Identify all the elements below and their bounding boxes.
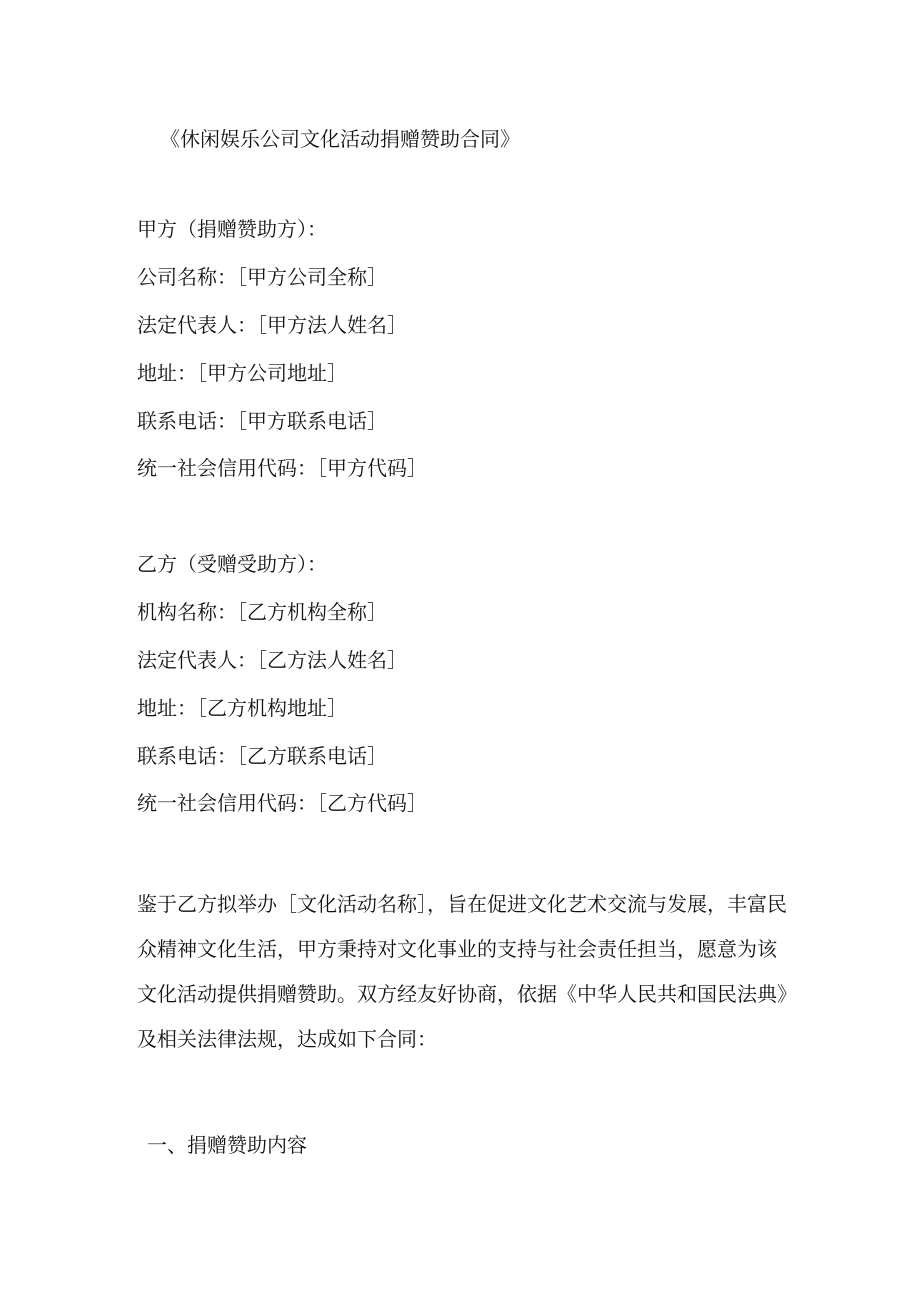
party-b-org-name: 机构名称：［乙方机构全称］ [137,600,387,624]
preamble-paragraph: 鉴于乙方拟举办［文化活动名称］，旨在促进文化艺术交流与发展，丰富民众精神文化生活，甲方秉持对文化事业的支持与社会责任担当，愿意为该文化活动提供捐赠赞助。双方经友好协商，依据《中华人民共和国民法典》及相关法律法规，达成如下合同： [137,892,787,1051]
document-title: 《休闲娱乐公司文化活动捐赠赞助合同》 [160,127,520,151]
party-a-heading: 甲方（捐赠赞助方）： [137,217,327,241]
party-a-phone: 联系电话：［甲方联系电话］ [137,409,387,433]
party-b-credit-code: 统一社会信用代码：［乙方代码］ [137,791,427,815]
party-a-legal-rep: 法定代表人：［甲方法人姓名］ [137,313,407,337]
party-b-legal-rep: 法定代表人：［乙方法人姓名］ [137,648,407,672]
party-a-credit-code: 统一社会信用代码：［甲方代码］ [137,456,427,480]
party-b-heading: 乙方（受赠受助方）： [137,552,327,576]
party-b-address: 地址：［乙方机构地址］ [137,696,347,720]
section-heading-1: 一、捐赠赞助内容 [147,1133,307,1157]
party-a-company-name: 公司名称：［甲方公司全称］ [137,265,387,289]
party-b-phone: 联系电话：［乙方联系电话］ [137,744,387,768]
party-a-address: 地址：［甲方公司地址］ [137,361,347,385]
